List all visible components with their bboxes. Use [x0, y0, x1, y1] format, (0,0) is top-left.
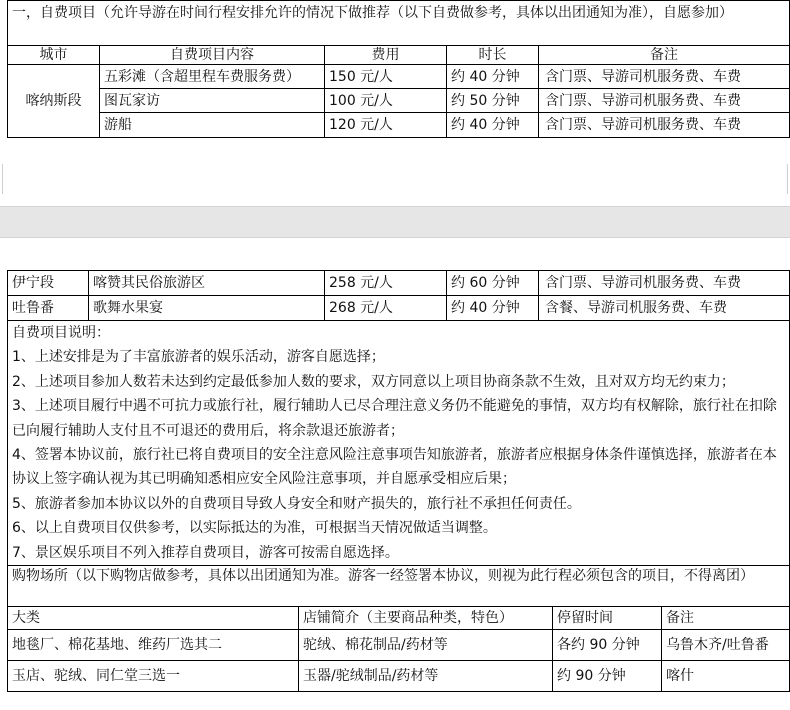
- page-break: [0, 150, 790, 243]
- item-fee: 258 元/人: [325, 271, 447, 296]
- shop-stay: 约 90 分钟: [553, 661, 662, 692]
- header-duration: 时长: [447, 46, 539, 65]
- item-name: 喀赞其民俗旅游区: [89, 271, 325, 296]
- header-remark: 备注: [539, 46, 790, 65]
- table-row: [8, 113, 790, 138]
- notes-block: [8, 321, 790, 566]
- item-remark: 含餐、导游司机服务费、车费: [539, 296, 790, 321]
- item-fee: 100 元/人: [325, 89, 447, 113]
- item-remark: 含门票、导游司机服务费、车费: [539, 89, 790, 113]
- header-content: 自费项目内容: [100, 46, 325, 65]
- shop-category: 玉店、驼绒、同仁堂三选一: [8, 661, 299, 692]
- note-item: 5、旅游者参加本协议以外的自费项目导致人身安全和财产损失的，旅行社不承担任何责任。: [12, 495, 581, 512]
- table-row: [8, 630, 790, 661]
- note-item: 2、上述项目参加人数若未达到约定最低参加人数的要求，双方同意以上项目协商条款不生效，且对双方均无约束力；: [12, 373, 735, 390]
- item-fee: 268 元/人: [325, 296, 447, 321]
- page-separator: [0, 206, 790, 238]
- self-pay-table-part1: [7, 0, 790, 138]
- item-name: 五彩滩（含超里程车费服务费）: [100, 65, 325, 89]
- item-duration: 约 40 分钟: [447, 113, 539, 138]
- item-duration: 约 40 分钟: [447, 296, 539, 321]
- header-fee: 费用: [325, 46, 447, 65]
- table-row: [8, 89, 790, 113]
- item-remark: 含门票、导游司机服务费、车费: [539, 113, 790, 138]
- shopping-table: [7, 565, 790, 692]
- shopping-title: 购物场所（以下购物店做参考，具体以出团通知为准。游客一经签署本协议，则视为此行程必须包含的项目，不得离团）: [8, 566, 790, 607]
- document-page-1: [0, 0, 790, 150]
- note-item: 7、景区娱乐项目不列入推荐自费项目，游客可按需自愿选择。: [12, 544, 399, 561]
- table-row: [8, 271, 790, 296]
- header-stay: 停留时间: [553, 607, 662, 630]
- header-city: 城市: [8, 46, 100, 65]
- item-name: 游船: [100, 113, 325, 138]
- item-name: 图瓦家访: [100, 89, 325, 113]
- section-title: 一，自费项目（允许导游在时间行程安排允许的情况下做推荐（以下自费做参考，具体以出团通知为准），自愿参加）: [8, 1, 790, 46]
- city-cell: 吐鲁番: [8, 296, 89, 321]
- page-corner-mark: [787, 164, 788, 194]
- city-cell: 伊宁段: [8, 271, 89, 296]
- note-item: 1、上述安排是为了丰富旅游者的娱乐活动，游客自愿选择；: [12, 349, 385, 366]
- item-fee: 150 元/人: [325, 65, 447, 89]
- page-corner-mark: [2, 164, 3, 194]
- item-remark: 含门票、导游司机服务费、车费: [539, 271, 790, 296]
- header-category: 大类: [8, 607, 299, 630]
- notes-title: 自费项目说明：: [12, 325, 110, 341]
- shop-remark: 乌鲁木齐/吐鲁番: [662, 630, 790, 661]
- self-pay-table-part2: [7, 270, 790, 566]
- item-remark: 含门票、导游司机服务费、车费: [539, 65, 790, 89]
- item-duration: 约 50 分钟: [447, 89, 539, 113]
- note-item: 6、以上自费项目仅供参考，以实际抵达的为准，可根据当天情况做适当调整。: [12, 520, 497, 537]
- header-remark: 备注: [662, 607, 790, 630]
- item-name: 歌舞水果宴: [89, 296, 325, 321]
- shop-remark: 喀什: [662, 661, 790, 692]
- table-row: [8, 661, 790, 692]
- note-item: 4、签署本协议前，旅行社已将自费项目的安全注意风险注意事项告知旅游者，旅游者应根据身体条件谨慎选择，旅游者在本协议上签字确认视为其已明确知悉相应安全风险注意事项，并自愿承受相应后果；: [12, 447, 777, 488]
- shop-category: 地毯厂、棉花基地、维药厂选其二: [8, 630, 299, 661]
- table-row: [8, 65, 790, 89]
- document-page-2: [0, 243, 790, 710]
- header-shop-intro: 店铺简介（主要商品种类，特色）: [299, 607, 553, 630]
- shop-stay: 各约 90 分钟: [553, 630, 662, 661]
- note-item: 3、上述项目履行中遇不可抗力或旅行社，履行辅助人已尽合理注意义务仍不能避免的事情，双方均有权解除，旅行社在扣除已向履行辅助人支付且不可退还的费用后，将余款退还旅游者；: [12, 398, 777, 439]
- shop-intro: 玉器/驼绒制品/药材等: [299, 661, 553, 692]
- city-cell: 喀纳斯段: [8, 65, 100, 138]
- item-fee: 120 元/人: [325, 113, 447, 138]
- shop-intro: 驼绒、棉花制品/药材等: [299, 630, 553, 661]
- item-duration: 约 40 分钟: [447, 65, 539, 89]
- table-row: [8, 296, 790, 321]
- item-duration: 约 60 分钟: [447, 271, 539, 296]
